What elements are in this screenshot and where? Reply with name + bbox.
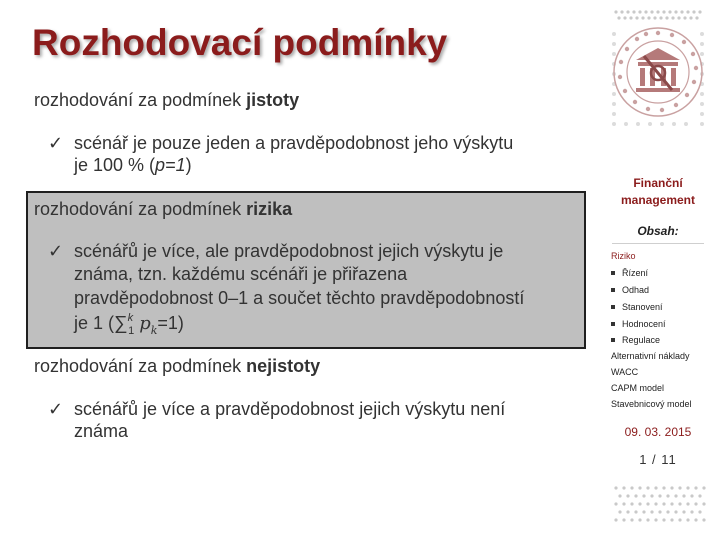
course-title-line-1: Finanční	[633, 176, 683, 190]
course-title-line-2: management	[620, 193, 696, 207]
heading-risk-keyword: rizika	[246, 199, 293, 219]
bullet-certainty	[48, 132, 588, 178]
formula-sum	[114, 312, 184, 337]
toc-item-label: Odhad	[622, 285, 650, 295]
heading-certainty	[34, 90, 299, 111]
toc-item-label: Riziko	[611, 251, 636, 261]
slide-date: 09. 03. 2015	[624, 425, 692, 439]
toc-item-label: Stanovení	[622, 302, 663, 312]
heading-uncertainty	[34, 356, 320, 377]
heading-certainty-keyword: jistoty	[246, 90, 300, 110]
slide-title: Rozhodovací podmínky	[32, 22, 448, 63]
sum-symbol: ∑	[114, 313, 128, 334]
bullet-risk	[48, 240, 588, 336]
toc-item-label: CAPM model	[611, 383, 665, 393]
toc-item-riziko[interactable]	[611, 251, 636, 261]
formula-rest: =1)	[157, 313, 184, 333]
bullet-risk-line-4	[74, 312, 184, 337]
toc-item-label: Regulace	[622, 335, 661, 345]
bullet-square-icon	[611, 305, 615, 309]
toc-item-label: Řízení	[622, 268, 649, 278]
bullet-uncertainty-line-2: známa	[74, 421, 129, 441]
toc-item-alternativni-naklady[interactable]	[611, 351, 690, 361]
toc-item-capm-model[interactable]	[611, 383, 664, 393]
check-icon: ✓	[48, 399, 64, 419]
toc-item-label: Hodnocení	[622, 319, 666, 329]
bullet-risk-line-4-text: je 1 (	[74, 313, 115, 333]
contents-divider	[612, 243, 704, 244]
toc-item-stavebnicovy-model[interactable]	[611, 399, 692, 409]
toc-item-label: WACC	[611, 367, 639, 377]
bullet-square-icon	[611, 271, 615, 275]
bullet-certainty-line-1: scénář je pouze jeden a pravděpodobnost jeho výskytu	[74, 133, 514, 153]
toc-item-label: Alternativní náklady	[611, 351, 690, 361]
check-icon: ✓	[48, 133, 64, 153]
toc-item-label: Stavebnicový model	[611, 399, 692, 409]
check-icon: ✓	[48, 241, 64, 261]
bullet-uncertainty-line-1: scénářů je více a pravděpodobnost jejich výskytu není	[74, 399, 506, 419]
formula-subscript: k	[150, 324, 158, 337]
page-number: 1 / 11	[639, 452, 677, 467]
toc-item-regulace[interactable]	[611, 335, 660, 345]
bullet-uncertainty	[48, 398, 588, 444]
formula-variable: p	[139, 313, 151, 334]
toc-item-hodnoceni[interactable]	[611, 319, 666, 329]
heading-uncertainty-keyword: nejistoty	[246, 356, 321, 376]
bullet-certainty-closing: )	[185, 155, 192, 175]
heading-uncertainty-prefix: rozhodování za podmínek	[34, 356, 247, 376]
heading-risk-prefix: rozhodování za podmínek	[34, 199, 247, 219]
heading-certainty-prefix: rozhodování za podmínek	[34, 90, 247, 110]
bullet-square-icon	[611, 338, 615, 342]
contents-label: Obsah:	[637, 224, 679, 238]
sum-lower-limit: 1	[128, 325, 135, 337]
bullet-certainty-line-2	[74, 154, 192, 176]
bullet-risk-line-3: pravděpodobnost 0–1 a součet těchto pravděpodobností	[74, 288, 525, 308]
course-title	[606, 175, 710, 209]
toc-item-wacc[interactable]	[611, 367, 638, 377]
university-seal-icon	[606, 12, 710, 130]
bullet-risk-line-2: známa, tzn. každému scénáři je přiřazena	[74, 264, 408, 284]
toc-item-rizeni[interactable]	[611, 268, 648, 278]
bullet-square-icon	[611, 288, 615, 292]
toc-item-odhad[interactable]	[611, 285, 649, 295]
heading-risk	[34, 199, 292, 220]
sum-upper-limit: k	[127, 312, 134, 324]
bullet-certainty-line-2-text: je 100 % (	[74, 155, 156, 175]
bullet-risk-line-1: scénářů je více, ale pravděpodobnost jejich výskytu je	[74, 241, 504, 261]
bullet-square-icon	[611, 322, 615, 326]
formula-p-equals-1: p=1	[155, 155, 186, 175]
dot-pattern-bottom	[612, 484, 708, 530]
toc-item-stanoveni[interactable]	[611, 302, 663, 312]
